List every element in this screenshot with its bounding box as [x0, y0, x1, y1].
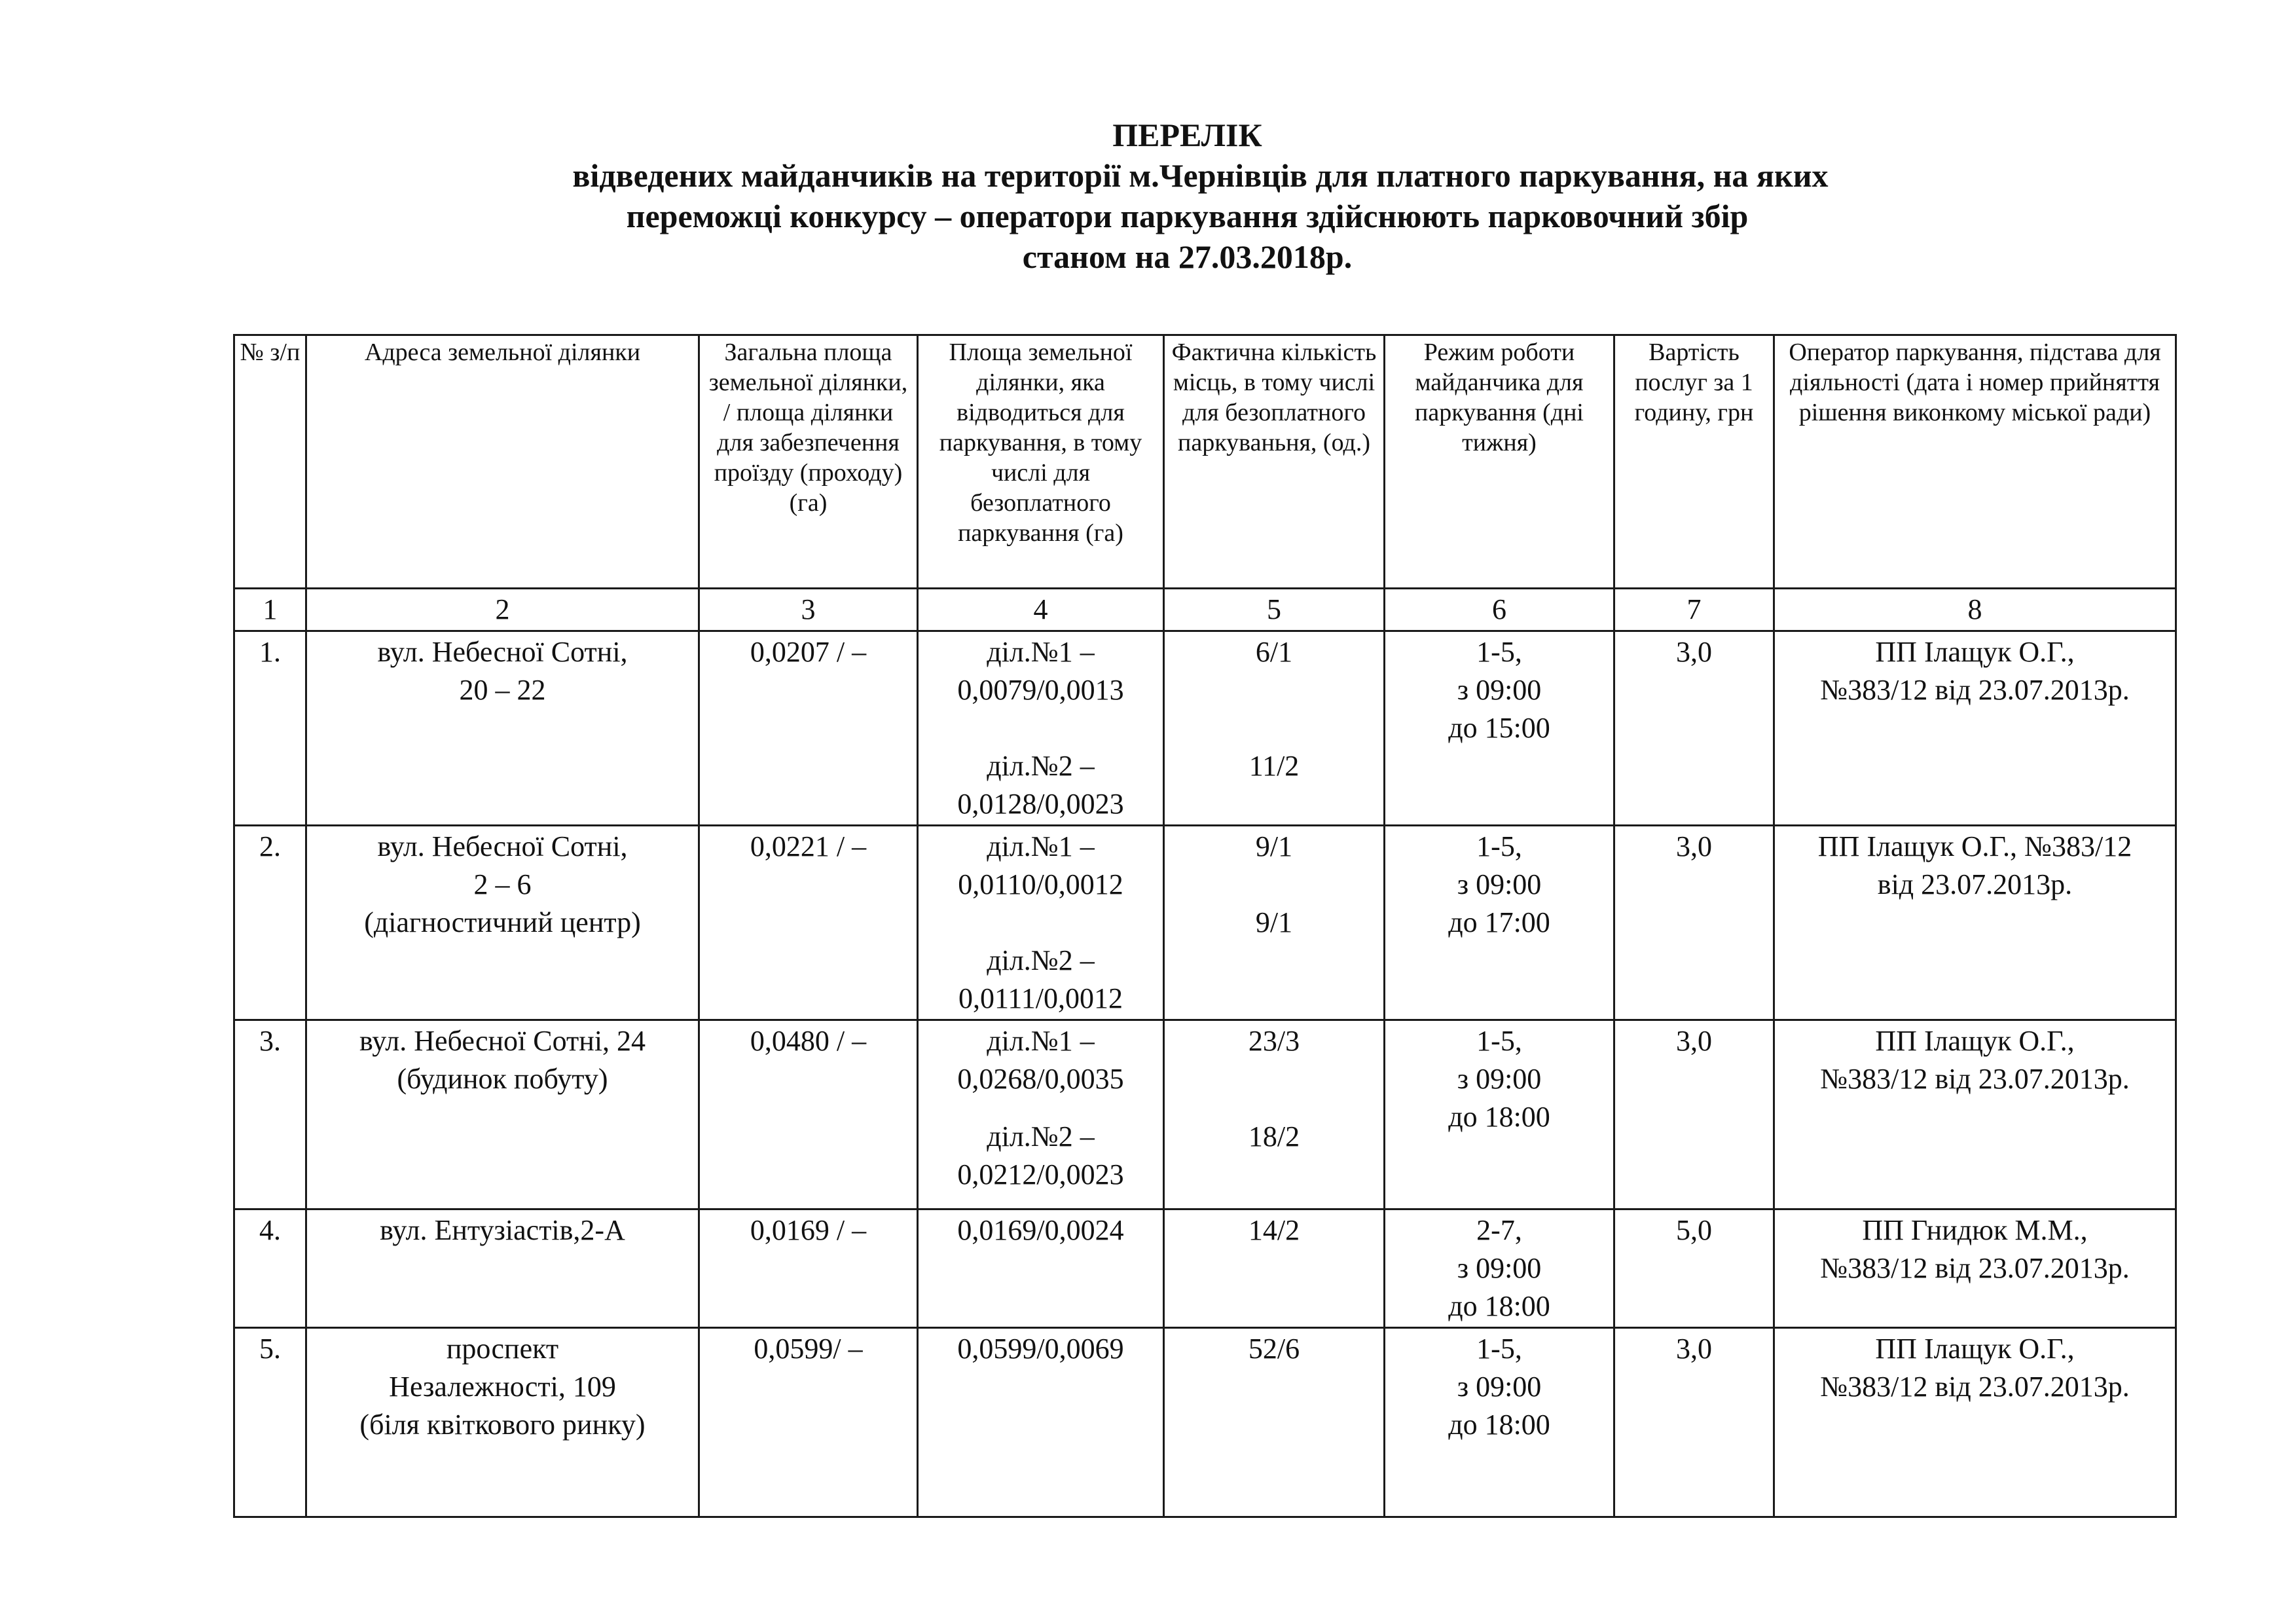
- plot-1-value: 0,0110/0,0012: [958, 868, 1123, 900]
- row-address: [306, 631, 699, 826]
- title-line-4: станом на 27.03.2018р.: [1022, 238, 1353, 275]
- table-row: [234, 1328, 2176, 1517]
- row-num: 2.: [234, 826, 306, 1020]
- schedule-to: до 15:00: [1448, 712, 1550, 744]
- table-row: [234, 631, 2176, 826]
- places-plot-2: 9/1: [1255, 906, 1293, 938]
- column-number-row: [234, 589, 2176, 631]
- row-total-area: 0,0599/ –: [699, 1328, 918, 1517]
- row-parking-area: [918, 1020, 1164, 1209]
- title-line-1: ПЕРЕЛІК: [1112, 117, 1262, 153]
- title-line-3: переможці конкурсу – оператори паркування здійснюють парковочний збір: [626, 198, 1749, 234]
- row-total-area: 0,0480 / –: [699, 1020, 918, 1209]
- row-schedule: [1385, 826, 1614, 1020]
- operator-decision: від 23.07.2013р.: [1877, 868, 2073, 900]
- plot-2-value: 0,0128/0,0023: [957, 788, 1124, 820]
- row-schedule: [1385, 1020, 1614, 1209]
- address-line: (діагностичний центр): [364, 906, 641, 938]
- row-num: 1.: [234, 631, 306, 826]
- row-operator: [1774, 1020, 2176, 1209]
- address-line: вул. Небесної Сотні,: [377, 830, 628, 862]
- table-row: [234, 1020, 2176, 1209]
- places-plot-1: 6/1: [1255, 636, 1293, 668]
- row-num: 4.: [234, 1209, 306, 1328]
- row-total-area: 0,0207 / –: [699, 631, 918, 826]
- address-line: вул. Небесної Сотні,: [377, 636, 628, 668]
- plot-1-label: діл.№1 –: [987, 636, 1095, 668]
- row-places: [1164, 1020, 1385, 1209]
- plot-1-label: діл.№1 –: [987, 830, 1095, 862]
- header-parking-area: Площа земельної ділянки, яка відводиться для паркування, в тому числі для безоплатного паркування (га): [918, 335, 1164, 589]
- row-parking-area: 0,0599/0,0069: [918, 1328, 1164, 1517]
- row-schedule: [1385, 1209, 1614, 1328]
- address-line: 2 – 6: [473, 868, 532, 900]
- header-schedule: Режим роботи майданчика для паркування (дні тижня): [1385, 335, 1614, 589]
- column-number: 2: [306, 589, 699, 631]
- header-address: Адреса земельної ділянки: [306, 335, 699, 589]
- schedule-days: 1-5,: [1476, 830, 1522, 862]
- header-num: № з/п: [234, 335, 306, 589]
- row-parking-area: [918, 826, 1164, 1020]
- row-price: 5,0: [1614, 1209, 1774, 1328]
- operator-decision: №383/12 від 23.07.2013р.: [1820, 674, 2130, 706]
- row-num: 3.: [234, 1020, 306, 1209]
- schedule-days: 1-5,: [1476, 1025, 1522, 1057]
- operator-name: ПП Ілащук О.Г.,: [1875, 1333, 2075, 1365]
- address-line: 20 – 22: [459, 674, 546, 706]
- row-price: 3,0: [1614, 1328, 1774, 1517]
- plot-1-value: 0,0079/0,0013: [957, 674, 1124, 706]
- row-total-area: 0,0221 / –: [699, 826, 918, 1020]
- plot-2-label: діл.№2 –: [987, 944, 1095, 976]
- row-price: 3,0: [1614, 826, 1774, 1020]
- schedule-from: з 09:00: [1457, 868, 1542, 900]
- schedule-to: до 18:00: [1448, 1409, 1550, 1441]
- plot-2-value: 0,0212/0,0023: [957, 1158, 1124, 1190]
- places-plot-2: 11/2: [1248, 750, 1300, 782]
- plot-2-value: 0,0111/0,0012: [958, 982, 1123, 1014]
- address-line: проспект: [446, 1333, 559, 1365]
- schedule-to: до 18:00: [1448, 1290, 1550, 1322]
- header-total-area: Загальна площа земельної ділянки, / площа ділянки для забезпечення проїзду (проходу) (га): [699, 335, 918, 589]
- column-number: 4: [918, 589, 1164, 631]
- address-line: Незалежності, 109: [389, 1371, 616, 1403]
- operator-decision: №383/12 від 23.07.2013р.: [1820, 1063, 2130, 1095]
- schedule-days: 1-5,: [1476, 636, 1522, 668]
- column-number: 7: [1614, 589, 1774, 631]
- row-schedule: [1385, 631, 1614, 826]
- column-number: 5: [1164, 589, 1385, 631]
- row-operator: [1774, 826, 2176, 1020]
- row-address: [306, 1209, 699, 1328]
- address-line: вул. Небесної Сотні, 24: [359, 1025, 646, 1057]
- table-header-row: [234, 335, 2176, 589]
- schedule-to: до 17:00: [1448, 906, 1550, 938]
- schedule-from: з 09:00: [1457, 1063, 1542, 1095]
- column-number: 6: [1385, 589, 1614, 631]
- row-address: [306, 1328, 699, 1517]
- parking-sites-table: [233, 334, 2177, 1518]
- row-schedule: [1385, 1328, 1614, 1517]
- schedule-days: 2-7,: [1476, 1214, 1522, 1246]
- header-places: Фактична кількість місць, в тому числі для безоплатного паркуваньня, (од.): [1164, 335, 1385, 589]
- header-operator: Оператор паркування, підстава для діяльності (дата і номер прийняття рішення виконкому міської ради): [1774, 335, 2176, 589]
- row-operator: [1774, 1209, 2176, 1328]
- operator-name: ПП Ілащук О.Г., №383/12: [1817, 830, 2132, 862]
- column-number: 3: [699, 589, 918, 631]
- places-plot-1: 23/3: [1248, 1025, 1300, 1057]
- places-plot-2: 18/2: [1248, 1120, 1300, 1153]
- row-places: 52/6: [1164, 1328, 1385, 1517]
- plot-2-label: діл.№2 –: [987, 750, 1095, 782]
- schedule-to: до 18:00: [1448, 1101, 1550, 1133]
- operator-name: ПП Гнидюк М.М.,: [1862, 1214, 2088, 1246]
- plot-1-value: 0,0268/0,0035: [957, 1063, 1124, 1095]
- row-price: 3,0: [1614, 631, 1774, 826]
- schedule-days: 1-5,: [1476, 1333, 1522, 1365]
- schedule-from: з 09:00: [1457, 1371, 1542, 1403]
- operator-decision: №383/12 від 23.07.2013р.: [1820, 1252, 2130, 1284]
- header-price: Вартість послуг за 1 годину, грн: [1614, 335, 1774, 589]
- plot-2-label: діл.№2 –: [987, 1120, 1095, 1153]
- row-operator: [1774, 631, 2176, 826]
- title-line-2: відведених майданчиків на території м.Чернівців для платного паркування, на яких: [572, 157, 1829, 194]
- row-parking-area: 0,0169/0,0024: [918, 1209, 1164, 1328]
- plot-1-label: діл.№1 –: [987, 1025, 1095, 1057]
- row-places: [1164, 631, 1385, 826]
- operator-decision: №383/12 від 23.07.2013р.: [1820, 1371, 2130, 1403]
- row-address: [306, 826, 699, 1020]
- row-address: [306, 1020, 699, 1209]
- row-operator: [1774, 1328, 2176, 1517]
- row-price: 3,0: [1614, 1020, 1774, 1209]
- column-number: 1: [234, 589, 306, 631]
- row-num: 5.: [234, 1328, 306, 1517]
- table-row: [234, 826, 2176, 1020]
- schedule-from: з 09:00: [1457, 1252, 1542, 1284]
- operator-name: ПП Ілащук О.Г.,: [1875, 636, 2075, 668]
- table-row: [234, 1209, 2176, 1328]
- row-parking-area: [918, 631, 1164, 826]
- address-line: (біля квіткового ринку): [359, 1409, 646, 1441]
- address-line: вул. Ентузіастів,2-А: [380, 1214, 625, 1246]
- column-number: 8: [1774, 589, 2176, 631]
- row-total-area: 0,0169 / –: [699, 1209, 918, 1328]
- row-places: [1164, 826, 1385, 1020]
- row-places: 14/2: [1164, 1209, 1385, 1328]
- places-plot-1: 9/1: [1255, 830, 1293, 862]
- document-title: [0, 115, 2296, 277]
- address-line: (будинок побуту): [397, 1063, 608, 1095]
- schedule-from: з 09:00: [1457, 674, 1542, 706]
- operator-name: ПП Ілащук О.Г.,: [1875, 1025, 2075, 1057]
